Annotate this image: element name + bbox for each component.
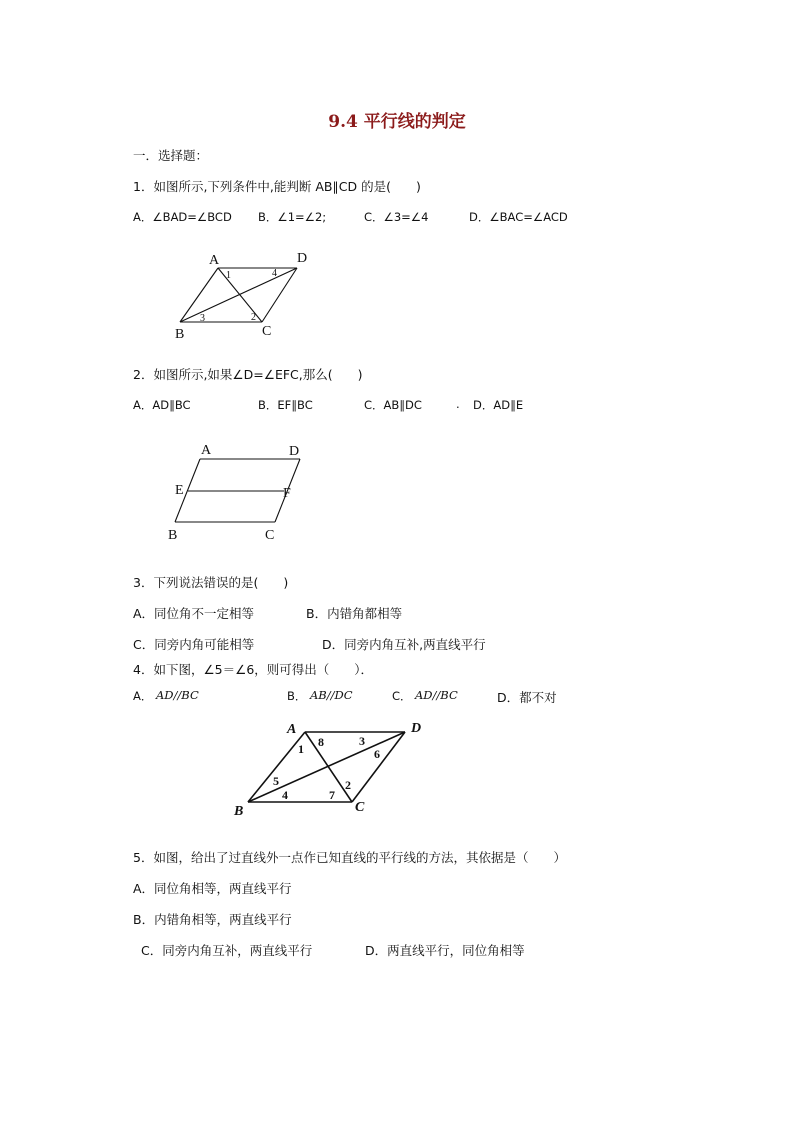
q3-option-b: B．内错角都相等 — [306, 606, 403, 621]
q1-label-c: C — [262, 324, 272, 339]
q4-label-c: C — [355, 800, 365, 815]
q4-option-a-text: AD//BC — [156, 688, 199, 702]
q2-label-c: C — [265, 528, 275, 543]
q5-option-b: B．内错角相等，两直线平行 — [133, 912, 292, 927]
question-5-stem: 5．如图，给出了过直线外一点作已知直线的平行线的方法，其依据是（ ） — [133, 850, 566, 865]
q2-label-a: A — [201, 443, 212, 458]
q1-option-b: B．∠1=∠2; — [258, 210, 327, 224]
q3-option-c: C．同旁内角可能相等 — [133, 637, 255, 652]
q4-option-d: D．都不对 — [497, 690, 557, 705]
q4-option-c-text: AD//BC — [415, 688, 458, 702]
page-title: 9.4 平行线的判定 — [328, 112, 466, 132]
q4-angle-7: 7 — [329, 788, 335, 802]
q4-angle-1: 1 — [298, 742, 304, 756]
q2-label-f: F — [283, 486, 291, 501]
q3-option-d: D．同旁内角互补,两直线平行 — [322, 637, 486, 652]
q2-stray-dot: . — [456, 397, 460, 411]
q1-angle-4: 4 — [272, 268, 277, 279]
q1-label-b: B — [175, 327, 185, 342]
q2-option-b: B．EF∥BC — [258, 398, 313, 412]
q1-angle-1: 1 — [226, 270, 231, 281]
q2-label-d: D — [289, 444, 300, 459]
q4-angle-8: 8 — [318, 735, 324, 749]
q1-label-d: D — [297, 251, 308, 266]
q2-option-a: A．AD∥BC — [133, 398, 191, 412]
q4-angle-3: 3 — [359, 734, 365, 748]
q4-label-d: D — [411, 721, 422, 736]
q2-option-d: D．AD∥E — [473, 398, 524, 412]
section-heading: 一．选择题： — [133, 148, 209, 163]
q1-angle-3: 3 — [200, 313, 205, 324]
question-4-stem: 4．如下图，∠5＝∠6，则可得出（ ）． — [133, 662, 374, 677]
q4-option-a-letter: A． — [133, 689, 153, 703]
question-2-stem: 2．如图所示,如果∠D=∠EFC,那么( ) — [133, 367, 363, 382]
q5-option-c: C．同旁内角互补，两直线平行 — [141, 943, 313, 958]
q2-label-e: E — [175, 483, 184, 498]
q4-angle-2: 2 — [345, 778, 351, 792]
q4-label-a: A — [287, 722, 297, 737]
q4-angle-6: 6 — [374, 747, 380, 761]
q5-option-d: D．两直线平行，同位角相等 — [365, 943, 525, 958]
q3-option-a: A．同位角不一定相等 — [133, 606, 255, 621]
question-3-stem: 3．下列说法错误的是( ) — [133, 575, 289, 590]
q1-label-a: A — [209, 253, 220, 268]
q1-angle-2: 2 — [251, 312, 256, 323]
q4-label-b: B — [234, 804, 244, 819]
q2-label-b: B — [168, 528, 178, 543]
q4-angle-5: 5 — [273, 774, 279, 788]
q2-option-c: C．AB∥DC — [364, 398, 422, 412]
q4-option-b-text: AB//DC — [310, 688, 353, 702]
q1-option-c: C．∠3=∠4 — [364, 210, 429, 224]
q4-option-b-letter: B． — [287, 689, 307, 703]
q4-option-c-letter: C． — [392, 689, 412, 703]
q1-option-d: D．∠BAC=∠ACD — [469, 210, 568, 224]
q5-option-a: A．同位角相等，两直线平行 — [133, 881, 292, 896]
q1-option-a: A．∠BAD=∠BCD — [133, 210, 232, 224]
question-1-stem: 1．如图所示,下列条件中,能判断 AB∥CD 的是( ) — [133, 179, 421, 194]
q4-angle-4: 4 — [282, 788, 288, 802]
